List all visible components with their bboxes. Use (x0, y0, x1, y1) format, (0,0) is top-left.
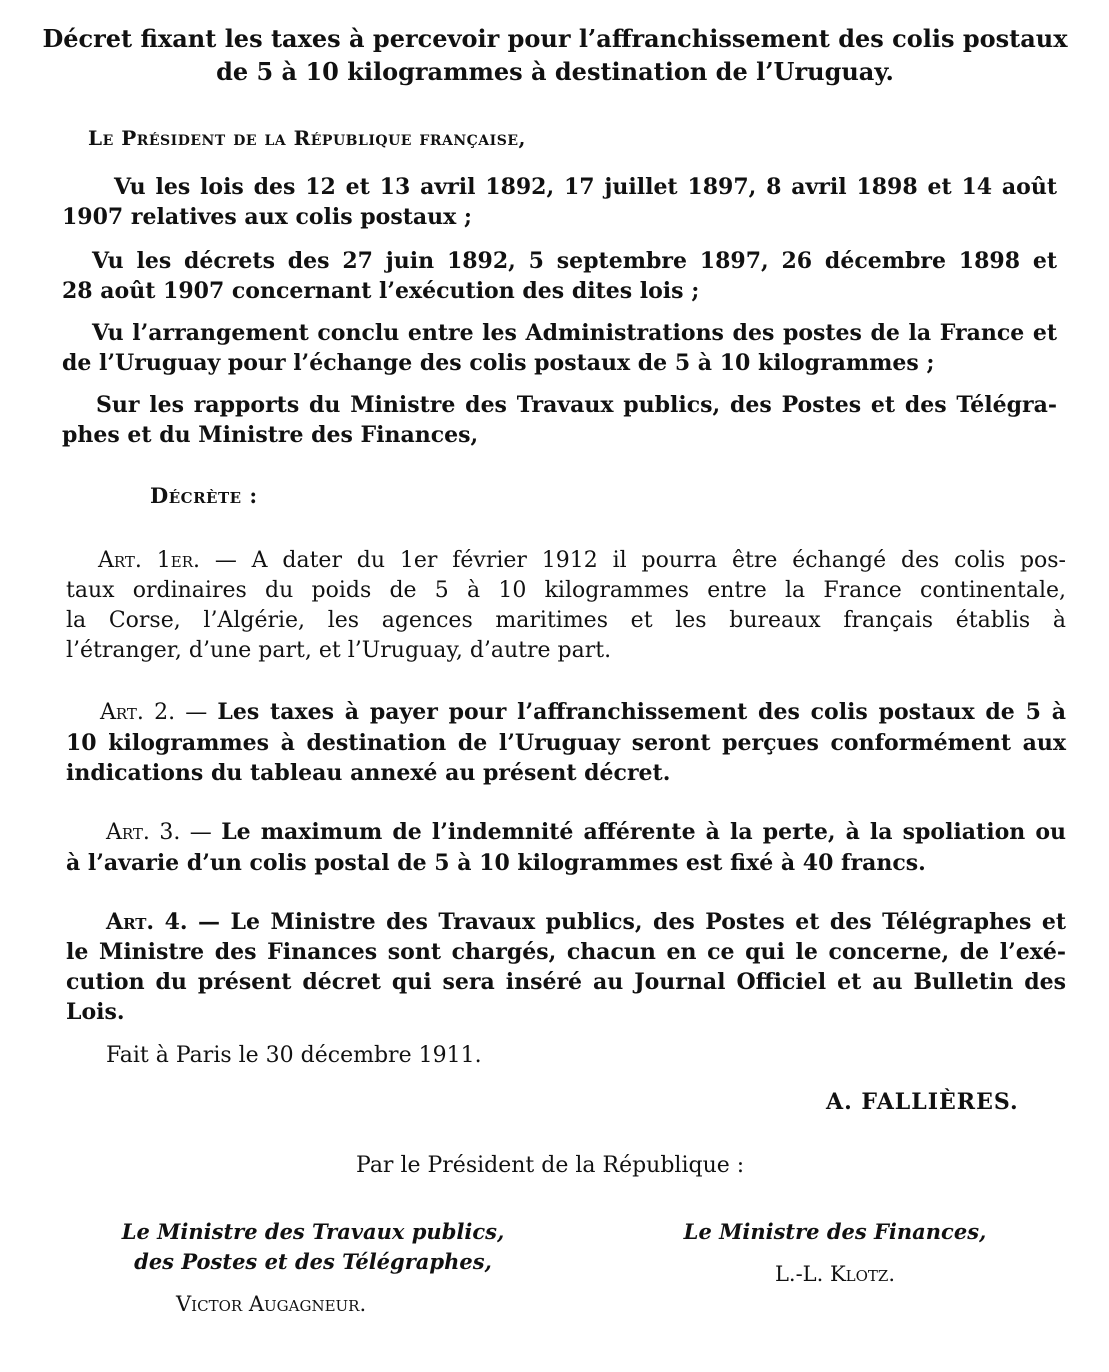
minister-left-title-line: Le Ministre des Travaux publics, (121, 1219, 505, 1244)
considerant-line: 28 août 1907 concernant l’exécution des dites lois ; (62, 278, 700, 304)
article-label: Art. 3. — (106, 820, 212, 845)
president-signature: A. FALLIÈRES. (826, 1089, 1019, 1115)
article-line: la Corse, l’Algérie, les agences maritimes et les bureaux français établis à (66, 608, 1066, 633)
article-label: Art. 1er. — (98, 548, 237, 573)
article-line: à l’avarie d’un colis postal de 5 à 10 kilogrammes est fixé à 40 francs. (66, 850, 926, 876)
fait-a-paris: Fait à Paris le 30 décembre 1911. (106, 1043, 482, 1068)
considerant-line: 1907 relatives aux colis postaux ; (62, 204, 473, 230)
president-heading: Le Président de la République française, (88, 126, 526, 150)
article-line: 10 kilogrammes à destination de l’Uruguay seront perçues conformément aux (66, 730, 1066, 756)
article-text: Les taxes à payer pour l’affranchissement des colis postaux de 5 à (217, 699, 1066, 725)
considerant-line: Vu les décrets des 27 juin 1892, 5 septembre 1897, 26 décembre 1898 et (92, 248, 1057, 274)
considerant-line: Vu les lois des 12 et 13 avril 1892, 17 juillet 1897, 8 avril 1898 et 14 août (114, 174, 1057, 200)
article-line: cution du présent décret qui sera inséré au Journal Officiel et au Bulletin des (66, 969, 1066, 995)
article-text: A dater du 1er février 1912 il pourra être échangé des colis pos- (251, 548, 1066, 573)
considerant-line: Sur les rapports du Ministre des Travaux publics, des Postes et des Télégra- (96, 392, 1057, 418)
considerant-line: de l’Uruguay pour l’échange des colis postaux de 5 à 10 kilogrammes ; (62, 350, 935, 376)
article-line (66, 546, 1066, 576)
article-line: l’étranger, d’une part, et l’Uruguay, d’autre part. (66, 638, 612, 663)
par-le-president: Par le Président de la République : (356, 1153, 745, 1178)
considerant-rapports (62, 390, 1057, 450)
decrete-heading: Décrète : (150, 483, 258, 508)
article-4 (66, 907, 1066, 1027)
article-text: Le Ministre des Travaux publics, des Postes et des Télégraphes et (230, 909, 1066, 935)
minister-left-name: Victor Augagneur. (176, 1292, 367, 1316)
considerant-line: Vu l’arrangement conclu entre les Administrations des postes de la France et (92, 320, 1057, 346)
article-line: le Ministre des Finances sont chargés, chacun en ce qui le concerne, de l’exé- (66, 939, 1066, 965)
article-text: Le maximum de l’indemnité afférente à la perte, à la spoliation ou (221, 819, 1066, 845)
article-1 (66, 546, 1066, 666)
considerant-line: phes et du Ministre des Finances, (62, 422, 479, 448)
article-line: taux ordinaires du poids de 5 à 10 kilogrammes entre la France continentale, (66, 578, 1066, 603)
title-line-1: Décret fixant les taxes à percevoir pour l’affranchissement des colis postaux (42, 24, 1068, 53)
article-line: indications du tableau annexé au présent décret. (66, 760, 671, 786)
decree-title (40, 22, 1070, 88)
considerant-lois (62, 172, 1057, 232)
minister-right-name: L.-L. Klotz. (774, 1262, 896, 1286)
minister-right-title: Le Ministre des Finances, (683, 1219, 987, 1244)
considerant-arrangement (62, 318, 1057, 378)
article-line (66, 817, 1066, 848)
article-line (66, 697, 1066, 728)
article-label: Art. 2. — (100, 700, 208, 725)
article-line (66, 907, 1066, 937)
considerant-decrets (62, 246, 1057, 306)
article-3 (66, 817, 1066, 878)
minister-left-title-line: des Postes et des Télégraphes, (134, 1249, 492, 1274)
title-line-2: de 5 à 10 kilogrammes à destination de l’Uruguay. (216, 57, 894, 86)
article-line: Lois. (66, 999, 125, 1025)
article-2 (66, 697, 1066, 788)
article-label: Art. 4. — (106, 909, 221, 935)
minister-left-title (98, 1217, 528, 1277)
